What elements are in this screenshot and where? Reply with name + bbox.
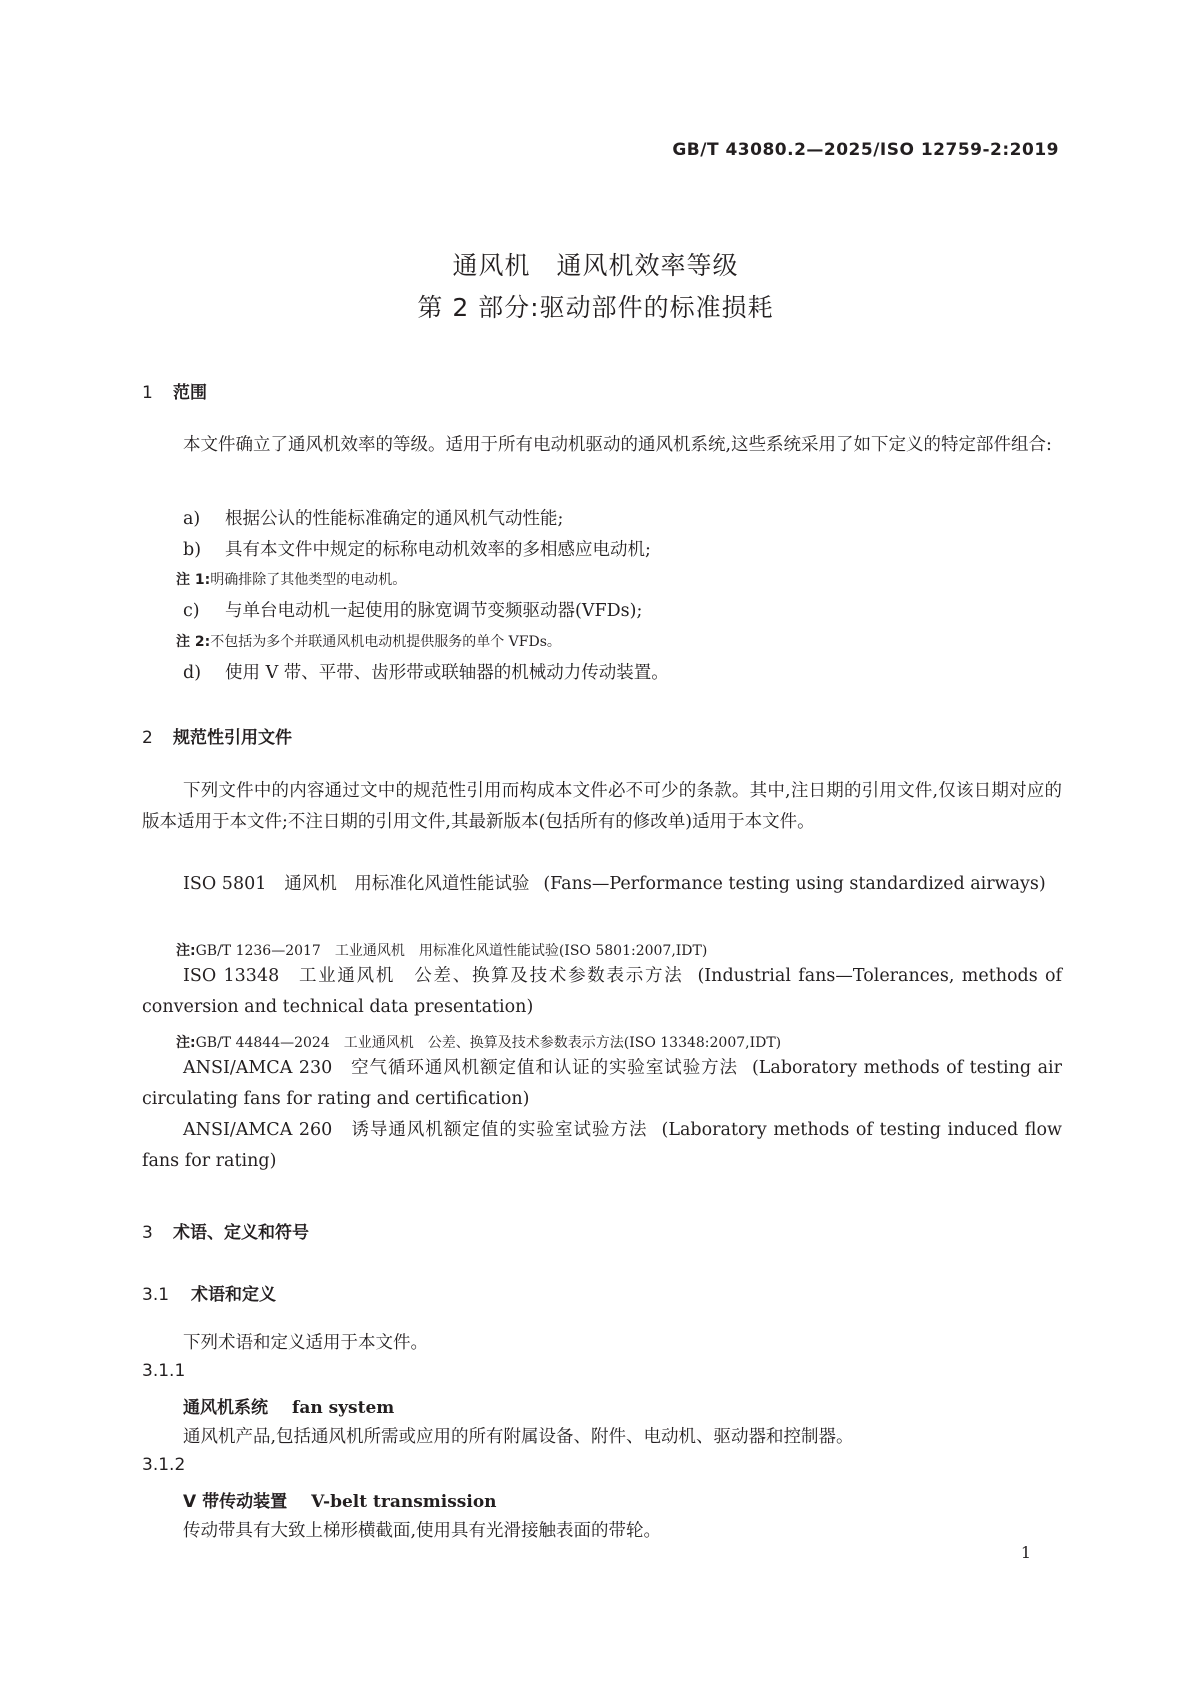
- reference-title-zh: 诱导通风机额定值的实验室试验方法: [350, 1120, 648, 1140]
- reference-code: ANSI/AMCA 230: [183, 1058, 333, 1078]
- list-item: [183, 597, 642, 622]
- reference-title-zh: 通风机 用标准化风道性能试验: [284, 874, 530, 894]
- note-label: 注 2:: [176, 634, 211, 650]
- normative-reference: [142, 1053, 1062, 1115]
- normative-reference: [142, 961, 1062, 1023]
- section-2-heading: [142, 723, 292, 748]
- note-text: 明确排除了其他类型的电动机。: [210, 572, 407, 588]
- note-text: GB/T 1236—2017 工业通风机 用标准化风道性能试验(ISO 5801:2007,IDT): [195, 943, 708, 959]
- section-number: 1: [142, 383, 153, 403]
- section-title: 规范性引用文件: [173, 728, 292, 748]
- reference-title-zh: 空气循环通风机额定值和认证的实验室试验方法: [350, 1058, 738, 1078]
- reference-code: ISO 5801: [183, 874, 267, 894]
- term-definition: 通风机产品,包括通风机所需或应用的所有附属设备、附件、电动机、驱动器和控制器。: [183, 1427, 854, 1447]
- standard-number: GB/T 43080.2—2025/ISO 12759-2:2019: [672, 140, 1059, 160]
- term-number: 3.1.1: [142, 1361, 186, 1381]
- term-name: [183, 1487, 497, 1512]
- note-label: 注 1:: [176, 572, 211, 588]
- term-name-en: V-belt transmission: [311, 1492, 497, 1512]
- note: [176, 1032, 781, 1052]
- subsection-number: 3.1: [142, 1285, 170, 1305]
- subsection-intro: 下列术语和定义适用于本文件。: [183, 1333, 428, 1353]
- term-name-zh: V 带传动装置: [183, 1492, 288, 1512]
- reference-title-en: (Laboratory methods of testing induced flow fans for rating): [142, 1120, 1062, 1171]
- note: [176, 569, 406, 589]
- section-1-heading: [142, 378, 207, 403]
- page-number: 1: [1020, 1543, 1031, 1562]
- note-label: 注:: [176, 943, 196, 959]
- list-item: [183, 659, 669, 684]
- list-item-label: b): [183, 540, 202, 560]
- term-name: [183, 1393, 394, 1418]
- section-title: 术语、定义和符号: [173, 1223, 309, 1243]
- subsection-title: 术语和定义: [191, 1285, 276, 1305]
- reference-code: ISO 13348: [183, 966, 280, 986]
- normative-reference: [142, 869, 1062, 900]
- note: [176, 631, 561, 651]
- section-3-heading: [142, 1218, 309, 1243]
- section-1-intro: 本文件确立了通风机效率的等级。适用于所有电动机驱动的通风机系统,这些系统采用了如下定义的特定部件组合:: [183, 435, 1052, 455]
- list-item-text: 使用 V 带、平带、齿形带或联轴器的机械动力传动装置。: [225, 663, 669, 683]
- document-title-line2: 第 2 部分:驱动部件的标准损耗: [417, 293, 774, 322]
- reference-title-zh: 工业通风机 公差、换算及技术参数表示方法: [297, 966, 684, 986]
- list-item-label: c): [183, 601, 200, 621]
- term-number: 3.1.2: [142, 1455, 186, 1475]
- list-item: [183, 536, 651, 561]
- note-text: GB/T 44844—2024 工业通风机 公差、换算及技术参数表示方法(ISO 13348:2007,IDT): [195, 1035, 782, 1051]
- term-definition: 传动带具有大致上梯形横截面,使用具有光滑接触表面的带轮。: [183, 1521, 662, 1541]
- list-item-text: 具有本文件中规定的标称电动机效率的多相感应电动机;: [225, 540, 651, 560]
- section-number: 2: [142, 728, 153, 748]
- note-text: 不包括为多个并联通风机电动机提供服务的单个 VFDs。: [210, 634, 561, 650]
- normative-reference: [142, 1115, 1062, 1177]
- list-item-label: a): [183, 509, 201, 529]
- section-2-intro: 下列文件中的内容通过文中的规范性引用而构成本文件必不可少的条款。其中,注日期的引用文件,仅该日期对应的版本适用于本文件;不注日期的引用文件,其最新版本(包括所有的修改单)适用于本文件。: [142, 781, 1062, 832]
- subsection-3-1-heading: [142, 1280, 276, 1305]
- section-number: 3: [142, 1223, 153, 1243]
- document-title-line1: 通风机 通风机效率等级: [452, 251, 739, 280]
- reference-title-en: (Industrial fans—Tolerances, methods of conversion and technical data presentation): [142, 966, 1063, 1017]
- term-name-en: fan system: [292, 1398, 395, 1418]
- list-item: [183, 505, 563, 530]
- section-title: 范围: [173, 383, 207, 403]
- list-item-text: 与单台电动机一起使用的脉宽调节变频驱动器(VFDs);: [225, 601, 643, 621]
- reference-code: ANSI/AMCA 260: [183, 1120, 333, 1140]
- reference-title-en: (Laboratory methods of testing air circulating fans for rating and certification): [142, 1058, 1062, 1109]
- reference-title-en: (Fans—Performance testing using standardized airways): [543, 874, 1046, 894]
- note-label: 注:: [176, 1035, 196, 1051]
- list-item-text: 根据公认的性能标准确定的通风机气动性能;: [225, 509, 564, 529]
- term-name-zh: 通风机系统: [183, 1398, 268, 1418]
- note: [176, 940, 707, 960]
- list-item-label: d): [183, 663, 202, 683]
